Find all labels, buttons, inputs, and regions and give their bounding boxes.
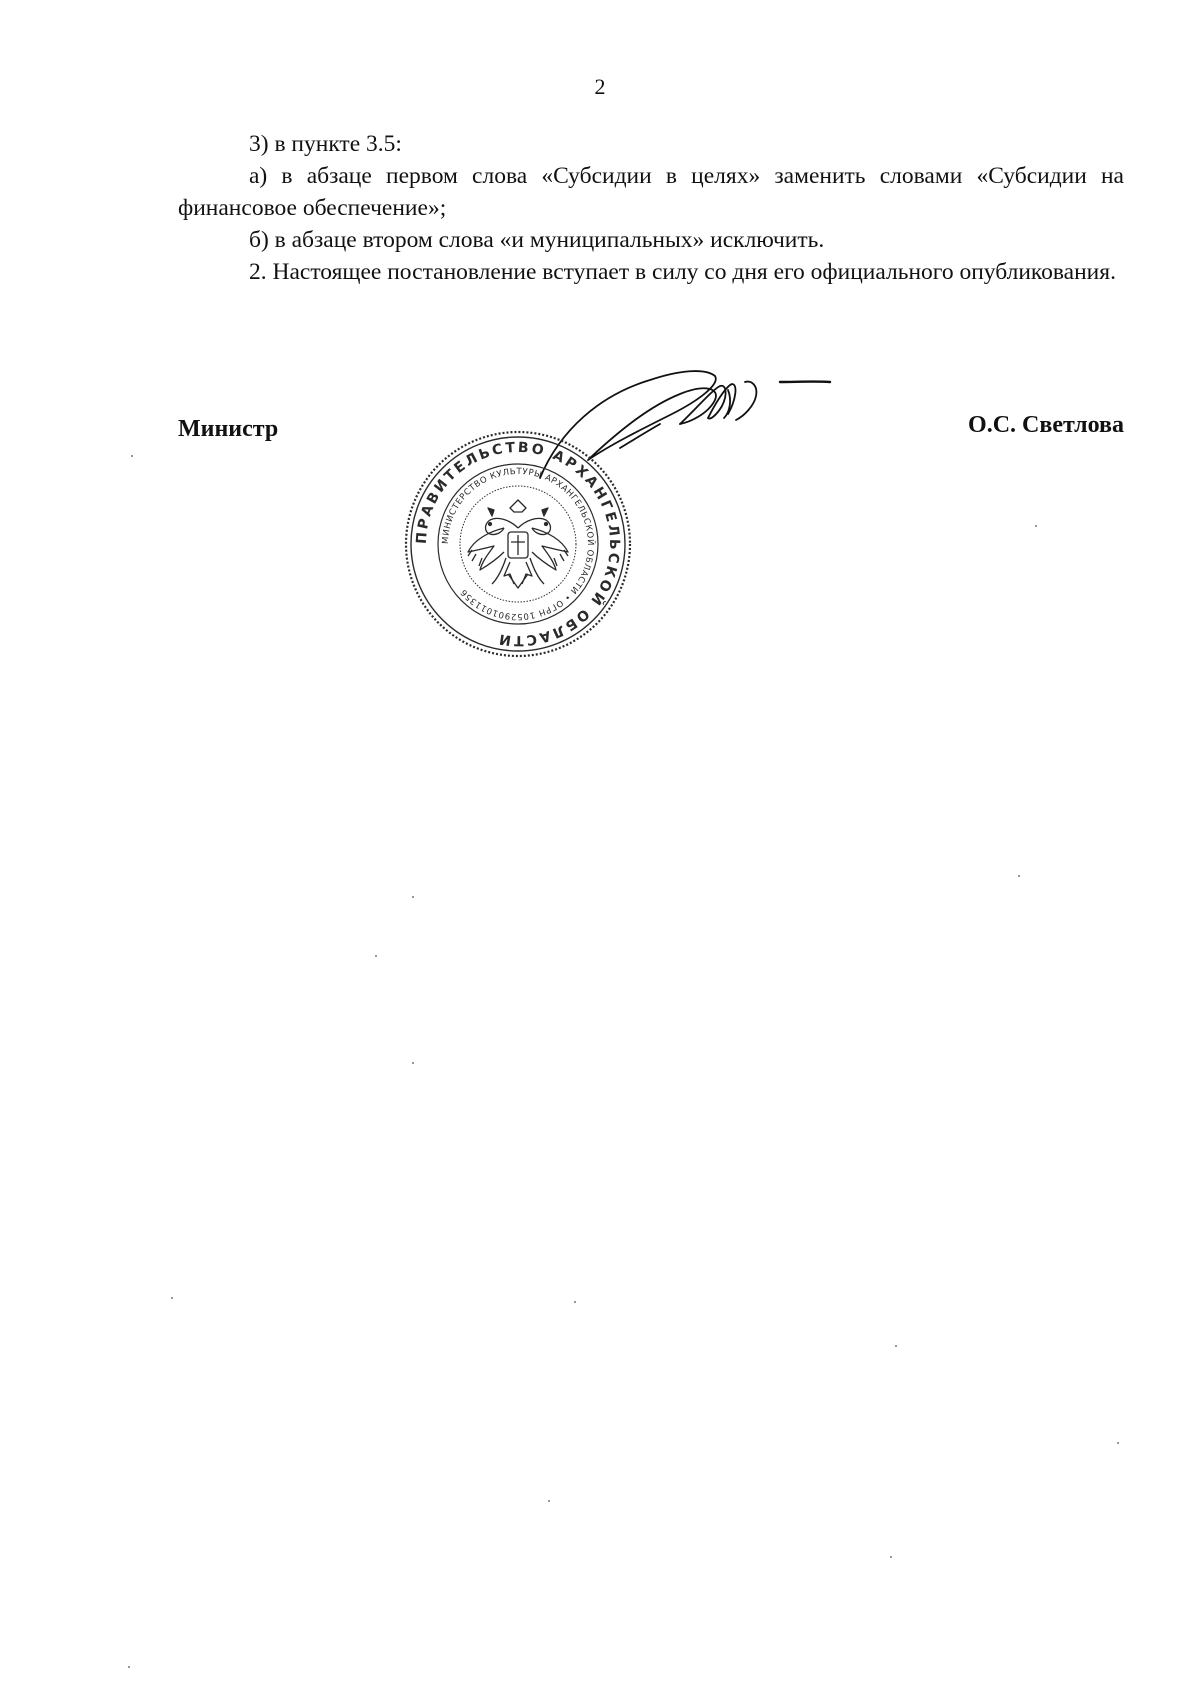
- paragraph-item-3: 3) в пункте 3.5:: [249, 131, 402, 157]
- scan-speck: [574, 1301, 576, 1303]
- scan-speck: [1117, 1442, 1119, 1444]
- scan-speck: [895, 1345, 897, 1347]
- scan-speck: [375, 955, 377, 957]
- paragraph-subitem-b: б) в абзаце втором слова «и муниципальных» исключить.: [249, 227, 825, 253]
- scan-speck: [1018, 875, 1020, 877]
- paragraph-item-2-entry-into-force: 2. Настоящее постановление вступает в силу со дня его официального опубликования.: [249, 259, 1116, 285]
- paragraph-subitem-a: а) в абзаце первом слова «Субсидии в целях» заменить словами «Субсидии на финансовое обеспечение»;: [178, 163, 1124, 221]
- double-headed-eagle-icon: [468, 500, 568, 588]
- seal-inner-text: МИНИСТЕРСТВО КУЛЬТУРЫ АРХАНГЕЛЬСКОЙ ОБЛАСТИ • ОГРН 1052901011356: [440, 466, 596, 622]
- signatory-position: Министр: [178, 416, 279, 442]
- scan-speck: [412, 1062, 414, 1064]
- document-body: [178, 128, 1124, 288]
- scan-speck: [131, 455, 133, 457]
- scan-speck: [1035, 525, 1037, 527]
- page-number: 2: [594, 74, 606, 99]
- svg-text:МИНИСТЕРСТВО КУЛЬТУРЫ АРХАНГЕЛ: [441, 467, 597, 621]
- scan-speck: [412, 896, 414, 898]
- seal-outer-text: ПРАВИТЕЛЬСТВО АРХАНГЕЛЬСКОЙ ОБЛАСТИ: [413, 439, 623, 649]
- official-seal: [398, 424, 638, 664]
- scan-speck: [171, 1297, 173, 1299]
- scan-speck: [890, 1556, 892, 1558]
- scan-speck: [128, 1666, 130, 1668]
- scan-speck: [548, 1500, 550, 1502]
- signatory-name: О.С. Светлова: [968, 412, 1124, 438]
